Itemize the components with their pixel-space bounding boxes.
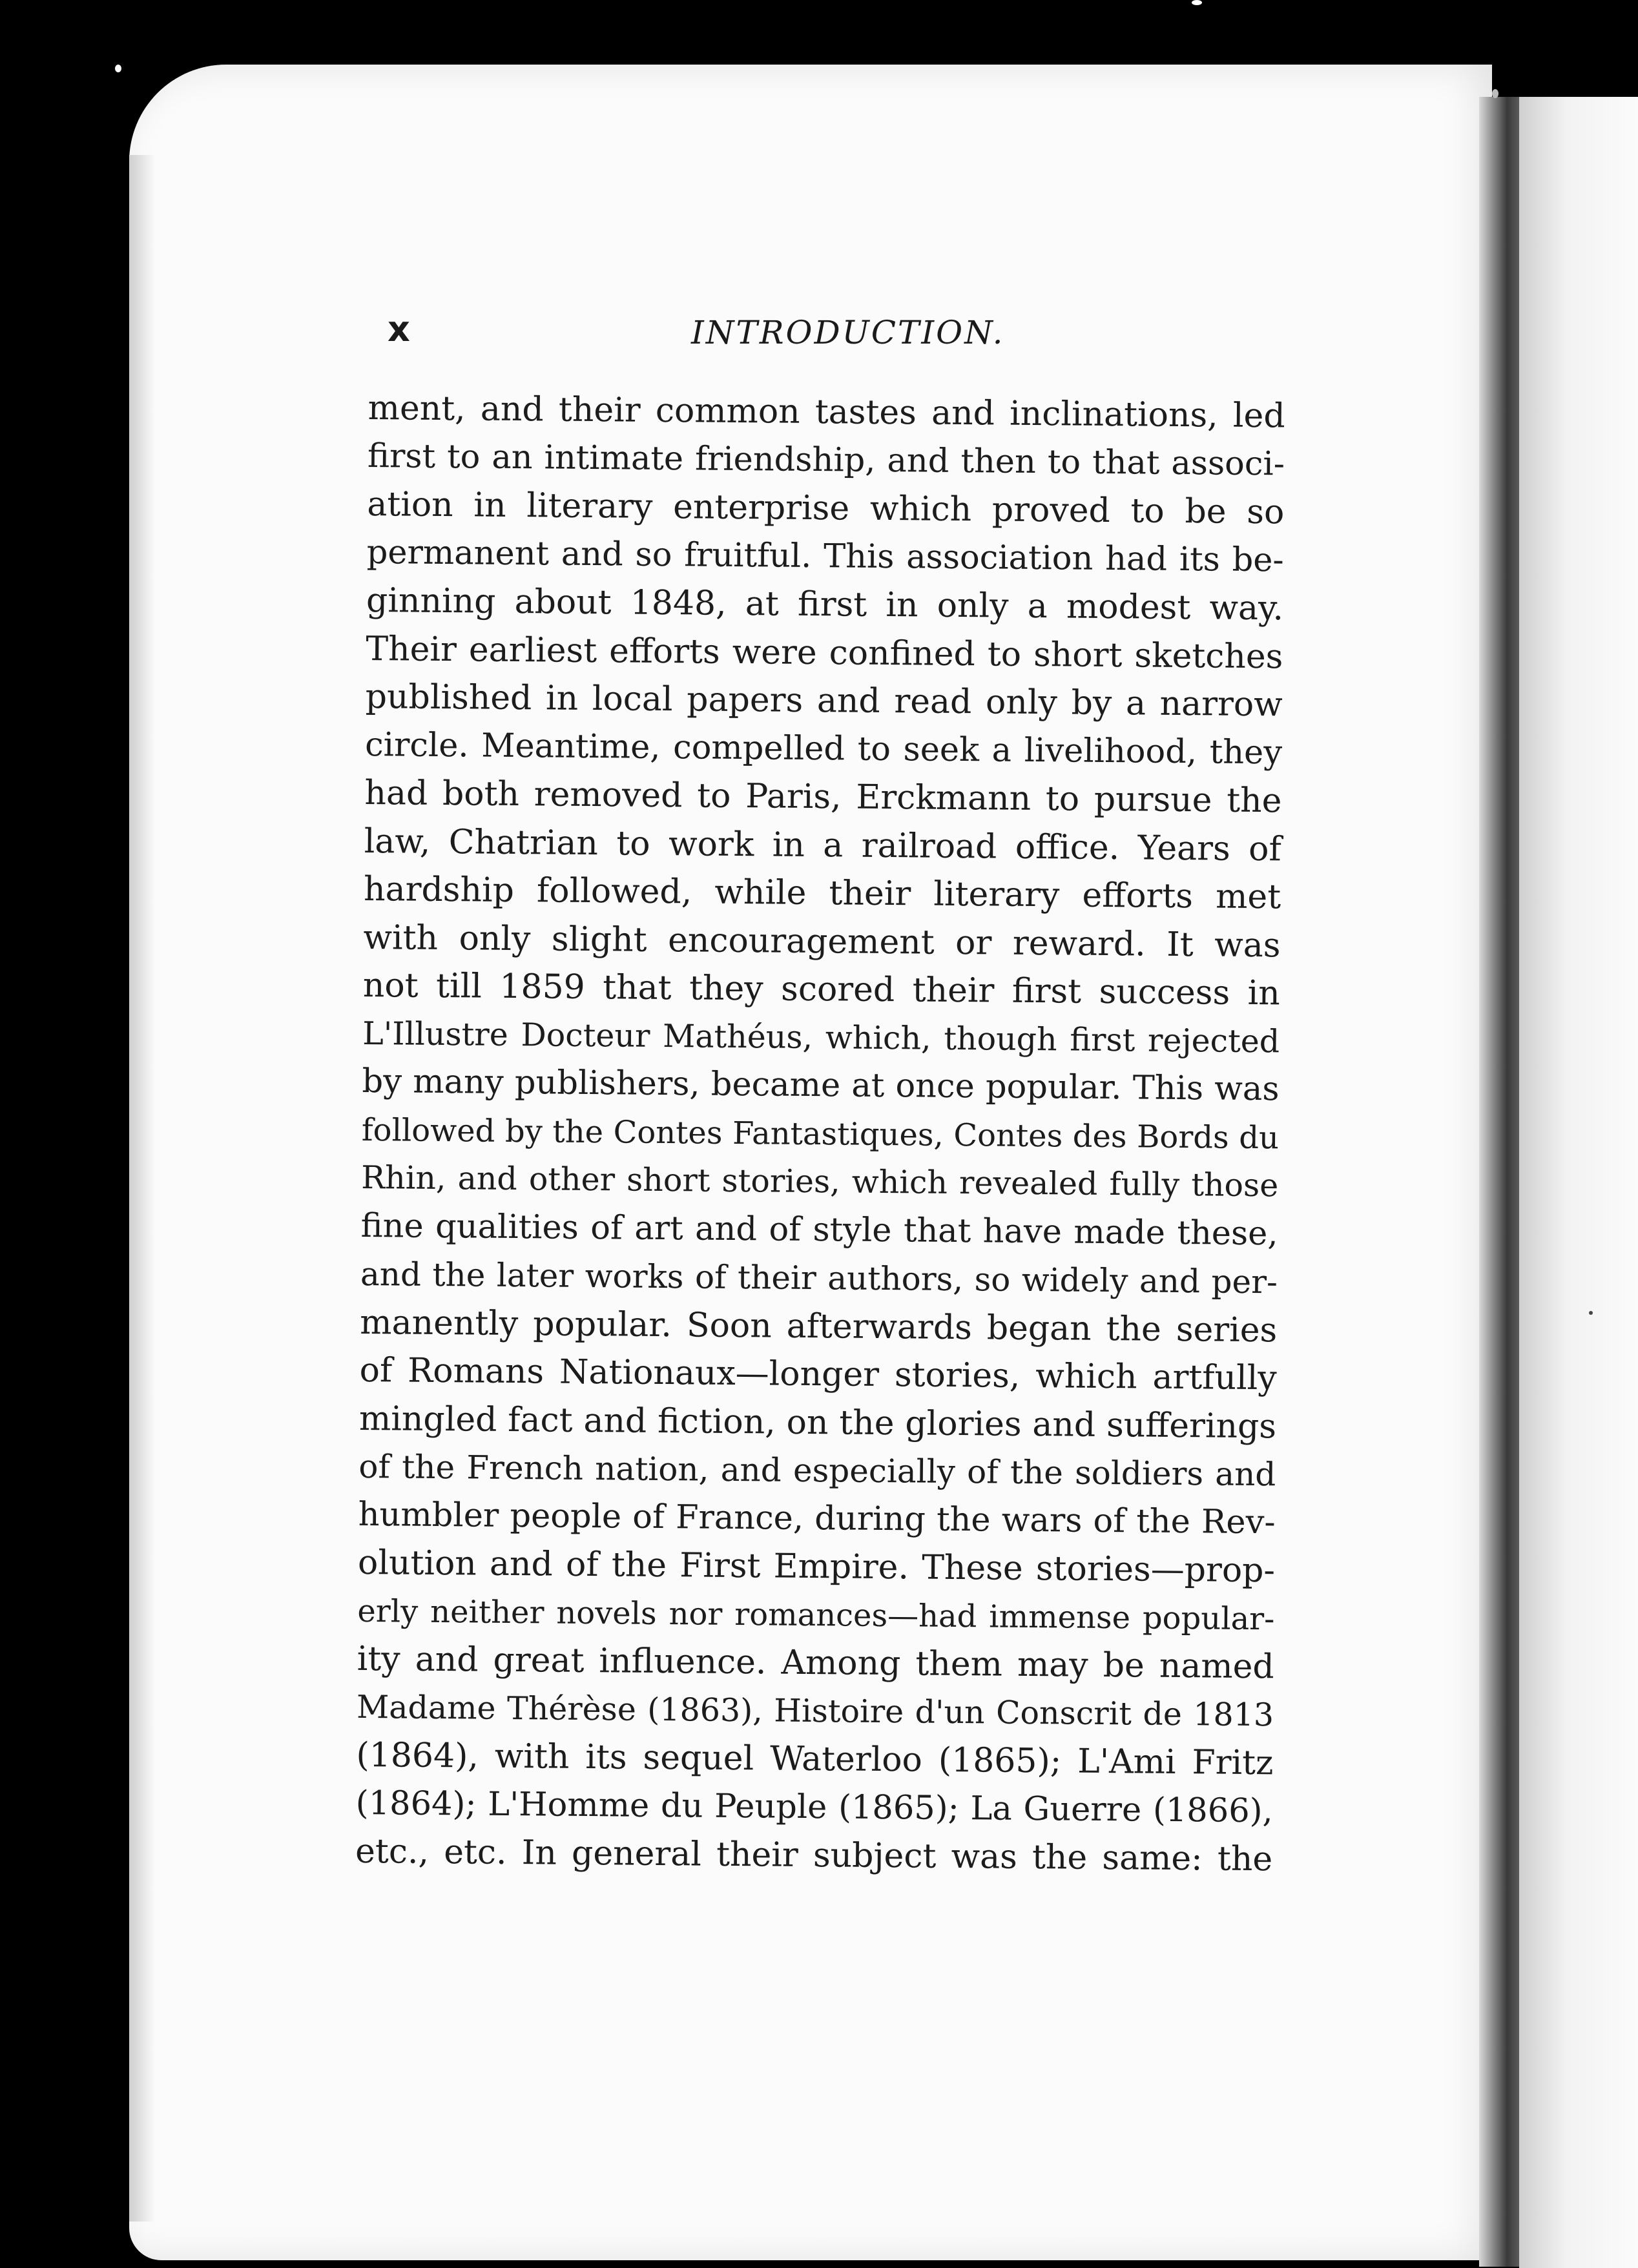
text-line: humbler people of France, during the wars of the Rev-: [358, 1495, 1276, 1541]
text-line: manently popular. Soon afterwards began the series: [360, 1303, 1278, 1350]
text-line: mingled fact and fiction, on the glories and sufferings: [358, 1399, 1277, 1446]
text-line: permanent and so fruitful. This association had its be-: [366, 533, 1284, 579]
scan-speck: [1589, 1311, 1593, 1315]
text-line: law, Chatrian to work in a railroad office. Years of: [364, 821, 1282, 869]
text-line: circle. Meantime, compelled to seek a livelihood, they: [364, 725, 1283, 772]
text-line: (1864), with its sequel Waterloo (1865); L'Ami Fritz: [356, 1735, 1274, 1783]
running-head: INTRODUCTION.: [691, 314, 1005, 351]
text-line: Their earliest efforts were confined to short sketches: [366, 629, 1283, 676]
book-gutter-shadow: [1479, 97, 1519, 2267]
text-line: olution and of the First Empire. These stories—prop-: [357, 1543, 1276, 1591]
text-line: erly neither novels nor romances—had immense popular-: [357, 1593, 1275, 1637]
text-line: ment, and their common tastes and inclinations, led: [368, 388, 1285, 436]
facing-page-edge: [1519, 97, 1638, 2268]
body-text: [355, 384, 1285, 1884]
text-line: of the French nation, and especially of the soldiers and: [358, 1447, 1276, 1494]
text-line: not till 1859 that they scored their first success in: [362, 965, 1281, 1013]
page-number: x: [388, 309, 410, 349]
text-line: etc., etc. In general their subject was the same: the: [355, 1831, 1273, 1879]
text-line: Madame Thérèse (1863), Histoire d'un Conscrit de 1813: [356, 1688, 1274, 1733]
text-line: hardship followed, while their literary efforts met: [363, 869, 1281, 917]
page-fore-edge: [129, 155, 155, 2222]
page-header: [388, 309, 1356, 360]
scan-speck: [115, 65, 121, 72]
text-line: published in local papers and read only by a narrow: [365, 677, 1283, 725]
text-line: L'Illustre Docteur Mathéus, which, though first rejected: [362, 1015, 1280, 1060]
text-line: first to an intimate friendship, and then to that associ-: [367, 437, 1285, 483]
text-line: fine qualities of art and of style that have made these,: [360, 1206, 1278, 1253]
text-line: Rhin, and other short stories, which revealed fully those: [361, 1159, 1279, 1204]
text-line: with only slight encouragement or reward. It was: [363, 918, 1281, 965]
text-line: had both removed to Paris, Erckmann to pursue the: [364, 773, 1282, 821]
text-line: of Romans Nationaux—longer stories, which artfully: [359, 1350, 1277, 1398]
text-line: ation in literary enterprise which proved to be so: [367, 484, 1285, 532]
text-line: ginning about 1848, at first in only a modest way.: [366, 581, 1284, 628]
text-line: and the later works of their authors, so widely and per-: [360, 1255, 1278, 1301]
scan-speck: [1492, 89, 1498, 98]
text-line: followed by the Contes Fantastiques, Contes des Bords du: [361, 1111, 1280, 1156]
text-line: (1864); L'Homme du Peuple (1865); La Guerre (1866),: [355, 1784, 1274, 1830]
text-line: by many publishers, became at once popular. This was: [362, 1062, 1280, 1109]
text-line: ity and great influence. Among them may be named: [357, 1639, 1274, 1687]
scan-speck: [1192, 0, 1202, 5]
